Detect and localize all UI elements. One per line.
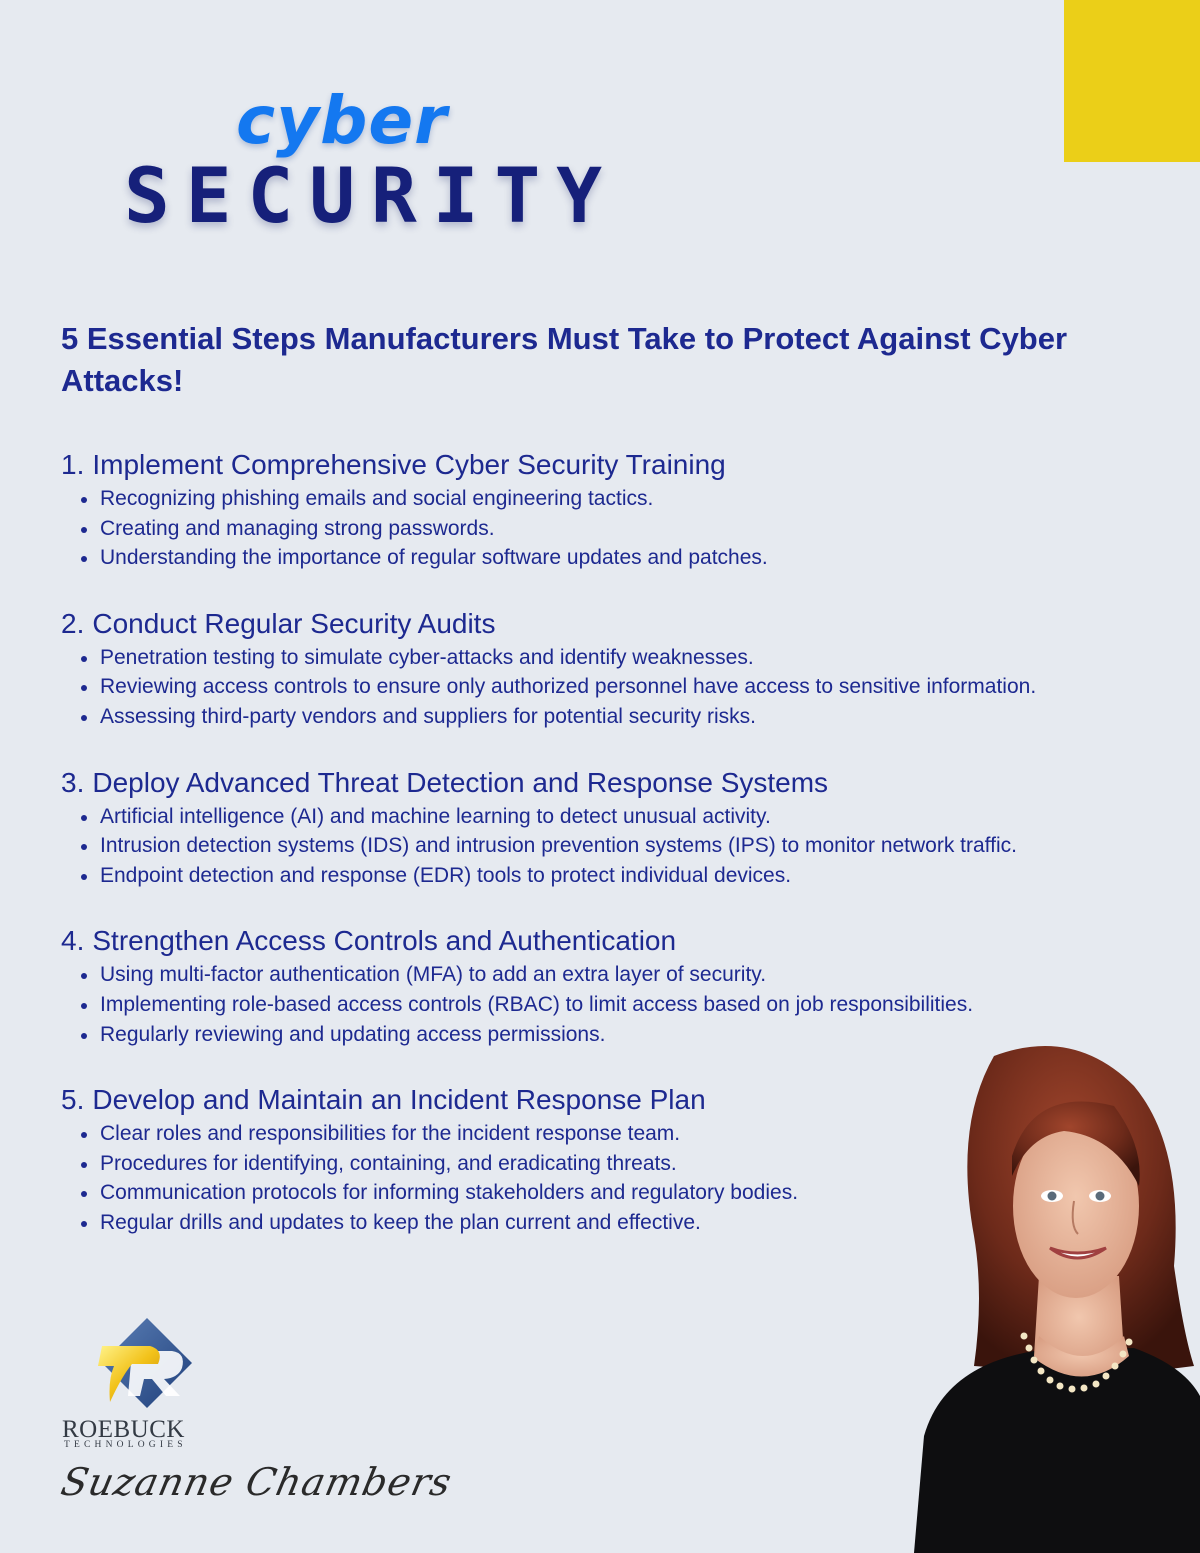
logo-word-security: SECURITY bbox=[124, 151, 619, 240]
list-item: Understanding the importance of regular software updates and patches. bbox=[79, 543, 1181, 573]
step-number: 4. bbox=[61, 925, 85, 957]
list-item: Implementing role-based access controls (RBAC) to limit access based on job responsibilities. bbox=[79, 990, 1181, 1020]
list-item: Procedures for identifying, containing, and eradicating threats. bbox=[79, 1149, 1181, 1179]
list-item: Regular drills and updates to keep the plan current and effective. bbox=[79, 1208, 1181, 1238]
step-section-2 bbox=[61, 605, 1181, 732]
list-item: Reviewing access controls to ensure only authorized personnel have access to sensitive information. bbox=[79, 672, 1181, 702]
step-section-4 bbox=[61, 922, 1181, 1049]
step-heading bbox=[61, 764, 1181, 802]
step-bullet-list bbox=[61, 643, 1181, 732]
page-title: 5 Essential Steps Manufacturers Must Take to Protect Against Cyber Attacks! bbox=[61, 321, 1068, 398]
step-heading-text: Develop and Maintain an Incident Response Plan bbox=[92, 1084, 706, 1116]
list-item: Communication protocols for informing stakeholders and regulatory bodies. bbox=[79, 1178, 1181, 1208]
list-item: Regularly reviewing and updating access permissions. bbox=[79, 1020, 1181, 1050]
step-section-1 bbox=[61, 446, 1181, 573]
company-name: ROEBUCK bbox=[62, 1416, 185, 1443]
list-item: Artificial intelligence (AI) and machine learning to detect unusual activity. bbox=[79, 802, 1181, 832]
step-bullet-list bbox=[61, 484, 1181, 573]
step-section-3 bbox=[61, 764, 1181, 891]
list-item: Creating and managing strong passwords. bbox=[79, 514, 1181, 544]
step-heading-text: Strengthen Access Controls and Authentication bbox=[92, 925, 677, 957]
list-item: Using multi-factor authentication (MFA) to add an extra layer of security. bbox=[79, 960, 1181, 990]
step-heading-text: Conduct Regular Security Audits bbox=[92, 607, 496, 639]
step-number: 5. bbox=[61, 1084, 85, 1116]
list-item: Penetration testing to simulate cyber-attacks and identify weaknesses. bbox=[79, 643, 1181, 673]
logo-word-cyber: cyber bbox=[236, 82, 448, 159]
step-number: 1. bbox=[61, 449, 85, 480]
step-number: 2. bbox=[61, 607, 85, 639]
list-item: Clear roles and responsibilities for the incident response team. bbox=[79, 1119, 1181, 1149]
list-item: Endpoint detection and response (EDR) tools to protect individual devices. bbox=[79, 861, 1181, 891]
step-bullet-list bbox=[61, 802, 1181, 891]
signature: Suzanne Chambers bbox=[57, 1460, 457, 1504]
step-heading-text: Deploy Advanced Threat Detection and Response Systems bbox=[92, 766, 829, 798]
step-heading bbox=[61, 605, 1181, 643]
step-number: 3. bbox=[61, 766, 85, 798]
company-subtitle: TECHNOLOGIES bbox=[64, 1440, 187, 1450]
yellow-accent-block bbox=[1064, 0, 1200, 162]
step-heading-text: Implement Comprehensive Cyber Security Training bbox=[92, 449, 726, 480]
portrait-photo bbox=[884, 1036, 1200, 1553]
list-item: Assessing third-party vendors and suppliers for potential security risks. bbox=[79, 702, 1181, 732]
step-heading bbox=[61, 922, 1181, 960]
list-item: Intrusion detection systems (IDS) and intrusion prevention systems (IPS) to monitor network traffic. bbox=[79, 831, 1181, 861]
list-item: Recognizing phishing emails and social engineering tactics. bbox=[79, 484, 1181, 514]
step-heading bbox=[61, 446, 1181, 484]
